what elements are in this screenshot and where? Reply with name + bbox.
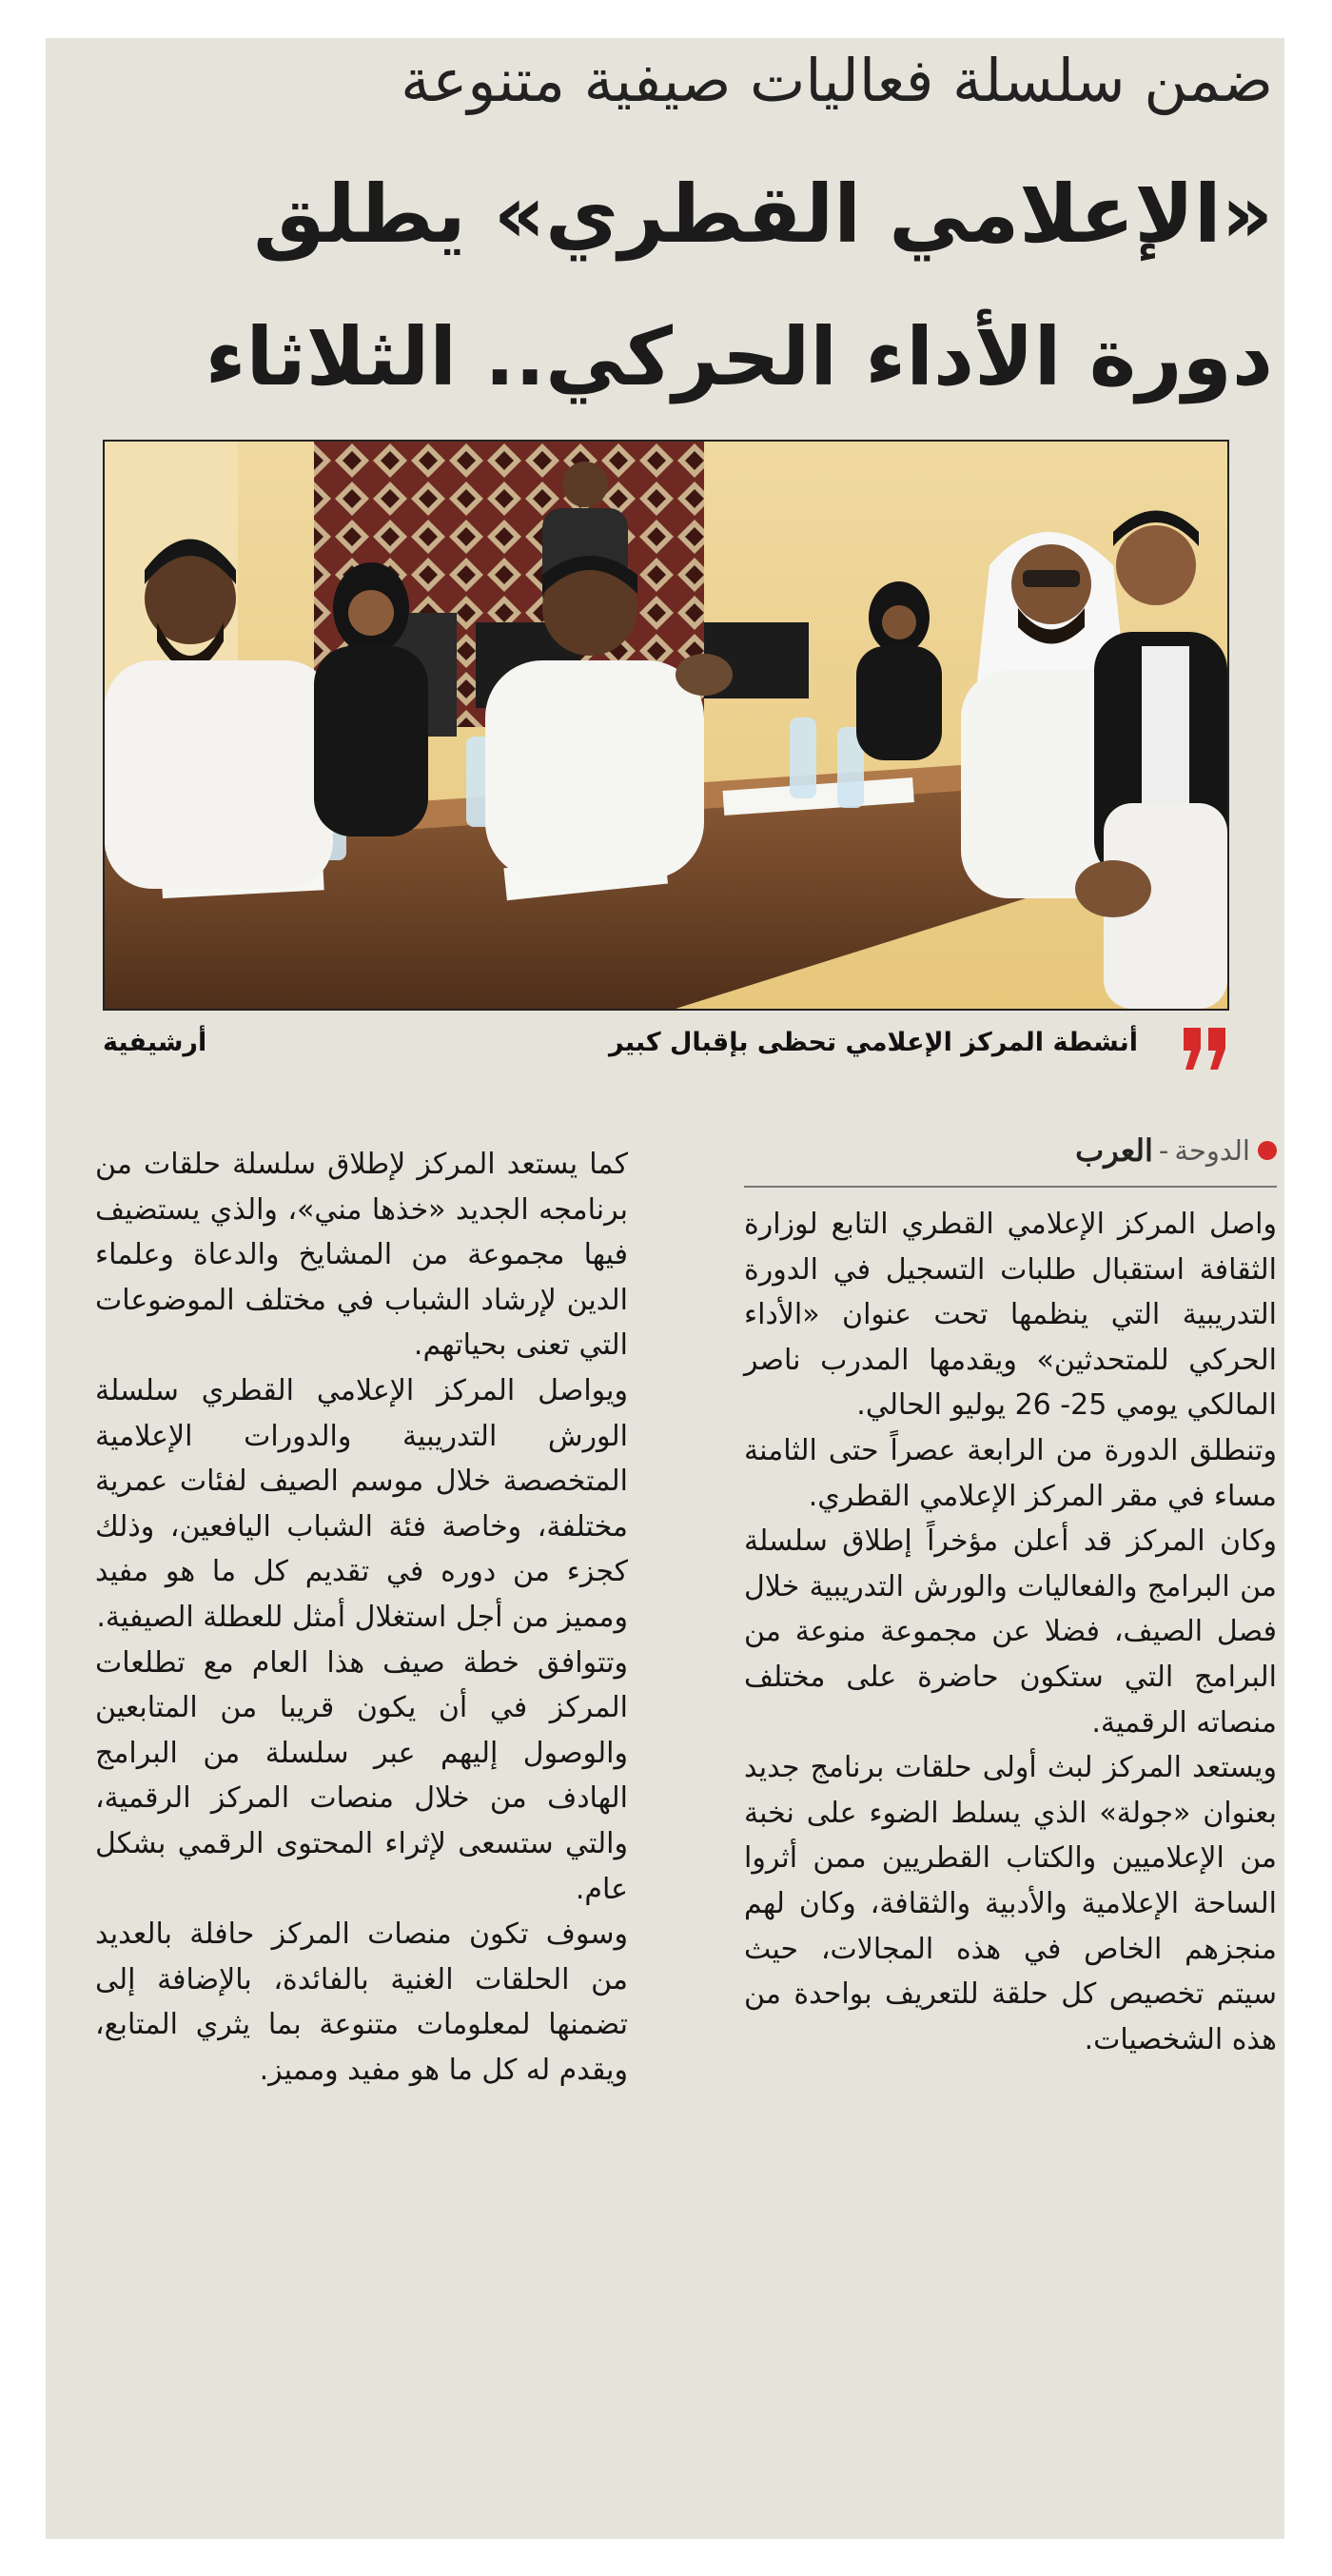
paragraph: وكان المركز قد أعلن مؤخراً إطلاق سلسلة من البرامج والفعاليات والورش التدريبية خلال فصل الصيف، فضلا عن مجموعة منوعة من البرامج التي ستكون حاضرة على مختلف منصاته الرقمية.	[744, 1524, 1277, 1740]
red-dot-icon	[1258, 1141, 1277, 1160]
paragraph: واصل المركز الإعلامي القطري التابع لوزارة الثقافة استقبال طلبات التسجيل في الدورة التدريبية التي ينظمها تحت عنوان «الأداء الحركي للمتحدثين» ويقدمها المدرب ناصر المالكي يومي 25- 26 يوليو الحالي.	[744, 1208, 1277, 1423]
paragraph: وتنطلق الدورة من الرابعة عصراً حتى الثامنة مساء في مقر المركز الإعلامي القطري.	[744, 1433, 1277, 1513]
dateline	[744, 1132, 1277, 1186]
paragraph: وسوف تكون منصات المركز حافلة بالعديد من الحلقات الغنية بالفائدة، بالإضافة إلى تضمنها لمعلومات متنوعة بما يثري المتابع، ويقدم له كل ما هو مفيد ومميز.	[95, 1917, 628, 2087]
quote-icon	[1180, 1024, 1229, 1073]
paragraph: ويواصل المركز الإعلامي القطري سلسلة الورش التدريبية والدورات الإعلامية المتخصصة خلال موسم الصيف لفئات عمرية مختلفة، وخاصة فئة الشباب اليافعين، وذلك كجزء من دوره في تقديم كل ما هو مفيد ومميز من أجل استغلال أمثل للعطلة الصيفية.	[95, 1373, 628, 1634]
photo-caption: أنشطة المركز الإعلامي تحظى بإقبال كبير	[609, 1028, 1138, 1057]
publication-logo: العرب	[1075, 1132, 1153, 1169]
paragraph: كما يستعد المركز لإطلاق سلسلة حلقات من برنامجه الجديد «خذها مني»، والذي يستضيف فيها مجموعة من المشايخ والدعاة وعلماء الدين لإرشاد الشباب في مختلف الموضوعات التي تعنى بحياتهم.	[95, 1148, 628, 1363]
paragraph: وتتوافق خطة صيف هذا العام مع تطلعات المركز في أن يكون قريبا من المتابعين والوصول إليهم عبر سلسلة من البرامج الهادف من خلال منصات المركز الرقمية، والتي ستسعى لإثراء المحتوى الرقمي بشكل عام.	[95, 1645, 628, 1906]
article-photo	[103, 440, 1229, 1011]
photo-credit: أرشيفية	[103, 1028, 207, 1057]
dateline-city: الدوحة	[1174, 1134, 1250, 1167]
dateline-separator: -	[1158, 1134, 1169, 1167]
photo-caption-row	[103, 1018, 1229, 1085]
article-column-left	[95, 1142, 628, 2093]
article-kicker: ضمن سلسلة فعاليات صيفية متنوعة	[401, 46, 1273, 115]
article-headline: «الإعلامي القطري» يطلق دورة الأداء الحركي.. الثلاثاء	[205, 167, 1273, 403]
dateline-divider	[744, 1186, 1277, 1188]
article-column-right	[744, 1202, 1277, 2062]
paragraph: ويستعد المركز لبث أولى حلقات برنامج جديد بعنوان «جولة» الذي يسلط الضوء على نخبة من الإعلاميين والكتاب القطريين ممن أثروا الساحة الإعلامية والأدبية والثقافة، وكان لهم منجزهم الخاص في هذه المجالات، حيث سيتم تخصيص كل حلقة للتعريف بواحدة من هذه الشخصيات.	[744, 1751, 1277, 2056]
